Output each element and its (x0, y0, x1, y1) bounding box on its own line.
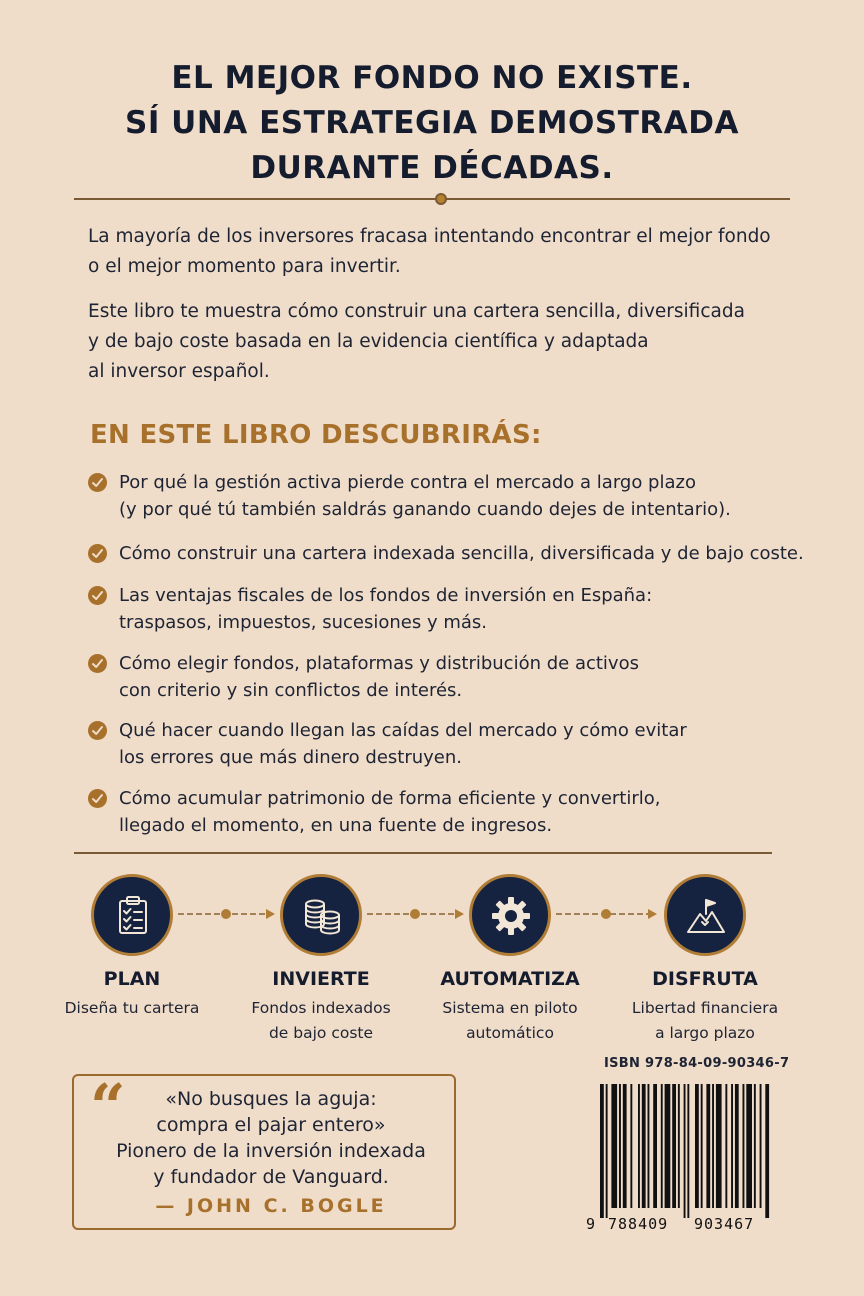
step-desc-line: Diseña tu cartera (64, 999, 200, 1017)
quote-line: y fundador de Vanguard. (153, 1166, 389, 1188)
barcode-bar (743, 1084, 745, 1208)
check-icon (88, 789, 107, 808)
barcode-bar (701, 1084, 703, 1208)
bullet-line: Por qué la gestión activa pierde contra el mercado a largo plazo (119, 472, 696, 493)
headline-line-2: SÍ UNA ESTRATEGIA DEMOSTRADA (125, 105, 739, 141)
step-title: INVIERTE (272, 968, 370, 990)
coin-stack-icon (280, 874, 362, 956)
barcode-digits-left: 788409 (608, 1215, 669, 1233)
bullet-item (88, 469, 808, 525)
intro-paragraph-2 (88, 297, 788, 387)
barcode-bar (716, 1084, 722, 1208)
step-connector-arrow (365, 904, 469, 924)
barcode-bar (672, 1084, 676, 1208)
bullet-item (88, 717, 808, 773)
barcode (598, 1084, 774, 1218)
barcode-bar (678, 1084, 680, 1208)
barcode-bar (638, 1084, 640, 1208)
barcode-bar (746, 1084, 752, 1208)
quote-line: «No busques la aguja: (165, 1088, 377, 1110)
quote-text (106, 1086, 436, 1190)
check-icon (88, 654, 107, 673)
bullet-line: traspasos, impuestos, sucesiones y más. (119, 612, 488, 633)
headline-line-1: EL MEJOR FONDO NO EXISTE. (171, 60, 693, 96)
bullet-line: Qué hacer cuando llegan las caídas del mercado y cómo evitar (119, 720, 687, 741)
mountain-flag-icon (664, 874, 746, 956)
barcode-bar (665, 1084, 671, 1208)
step-title: DISFRUTA (652, 968, 758, 990)
step-connector-arrow (554, 904, 662, 924)
clipboard-checklist-icon (91, 874, 173, 956)
bullet-line: Cómo acumular patrimonio de forma eficiente y convertirlo, (119, 788, 661, 809)
step-desc-line: Libertad financiera (631, 999, 779, 1017)
barcode-bar (684, 1084, 686, 1218)
bullet-line: llegado el momento, en una fuente de ingresos. (119, 815, 553, 836)
barcode-bar (600, 1084, 604, 1218)
barcode-bar (606, 1084, 608, 1218)
bullet-line: Cómo construir una cartera indexada sencilla, diversificada y de bajo coste. (119, 543, 804, 564)
step-description (420, 996, 600, 1046)
barcode-bar (754, 1084, 756, 1208)
intro-p2-line: Este libro te muestra cómo construir una cartera sencilla, diversificada (88, 301, 745, 322)
step-desc-line: Fondos indexados (251, 999, 391, 1017)
barcode-bar (623, 1084, 627, 1208)
bullet-line: Cómo elegir fondos, plataformas y distribución de activos (119, 653, 639, 674)
barcode-bar (642, 1084, 646, 1208)
quote-mark-icon: “ (90, 1070, 126, 1143)
step-title: AUTOMATIZA (440, 968, 580, 990)
intro-p2-line: al inversor español. (88, 361, 270, 382)
step-desc-line: Sistema en piloto (442, 999, 578, 1017)
quote-line: compra el pajar entero» (156, 1114, 386, 1136)
barcode-bar (712, 1084, 714, 1208)
barcode-bar (648, 1084, 650, 1208)
bullet-item (88, 540, 808, 568)
divider-dot (435, 193, 447, 205)
step-title: PLAN (103, 968, 161, 990)
quote-line: Pionero de la inversión indexada (116, 1140, 426, 1162)
barcode-bar (735, 1084, 739, 1208)
headline-line-3: DURANTE DÉCADAS. (250, 150, 614, 186)
bullet-line: (y por qué tú también saldrás ganando cuando dejes de intentario). (119, 499, 731, 520)
barcode-bar (611, 1084, 617, 1208)
barcode-bar (725, 1084, 727, 1208)
gear-icon (469, 874, 551, 956)
check-icon (88, 544, 107, 563)
barcode-bar (760, 1084, 762, 1208)
top-divider (74, 198, 790, 200)
check-icon (88, 721, 107, 740)
barcode-bar (695, 1084, 699, 1208)
barcode-bar (687, 1084, 689, 1218)
section-heading: EN ESTE LIBRO DESCUBRIRÁS: (90, 420, 542, 450)
step-description (42, 996, 222, 1021)
middle-divider (74, 852, 772, 854)
bullet-line: Las ventajas fiscales de los fondos de inversión en España: (119, 585, 653, 606)
bullet-line: con criterio y sin conflictos de interés. (119, 680, 463, 701)
bullet-item (88, 582, 808, 638)
bullet-item (88, 650, 808, 706)
isbn-label: ISBN 978-84-09-90346-7 (604, 1056, 790, 1071)
barcode-bar (653, 1084, 657, 1208)
intro-p2-line: y de bajo coste basada en la evidencia científica y adaptada (88, 331, 649, 352)
headline (0, 56, 864, 191)
barcode-bar (765, 1084, 769, 1218)
step-connector-arrow (176, 904, 280, 924)
step-description (231, 996, 411, 1046)
check-icon (88, 473, 107, 492)
step-desc-line: automático (466, 1024, 554, 1042)
barcode-bar (630, 1084, 632, 1208)
bullet-line: los errores que más dinero destruyen. (119, 747, 463, 768)
intro-p1-line: o el mejor momento para invertir. (88, 256, 401, 277)
step-desc-line: a largo plazo (655, 1024, 755, 1042)
intro-p1-line: La mayoría de los inversores fracasa intentando encontrar el mejor fondo (88, 226, 771, 247)
barcode-digit-first: 9 (586, 1215, 597, 1233)
barcode-digits-right: 903467 (694, 1215, 755, 1233)
barcode-bar (706, 1084, 710, 1208)
bullet-item (88, 785, 808, 841)
check-icon (88, 586, 107, 605)
barcode-bar (619, 1084, 621, 1208)
intro-paragraph-1 (88, 222, 788, 282)
step-desc-line: de bajo coste (268, 1024, 374, 1042)
barcode-bar (661, 1084, 663, 1208)
quote-author: — JOHN C. BOGLE (155, 1195, 387, 1217)
barcode-bar (731, 1084, 733, 1208)
step-description (615, 996, 795, 1046)
